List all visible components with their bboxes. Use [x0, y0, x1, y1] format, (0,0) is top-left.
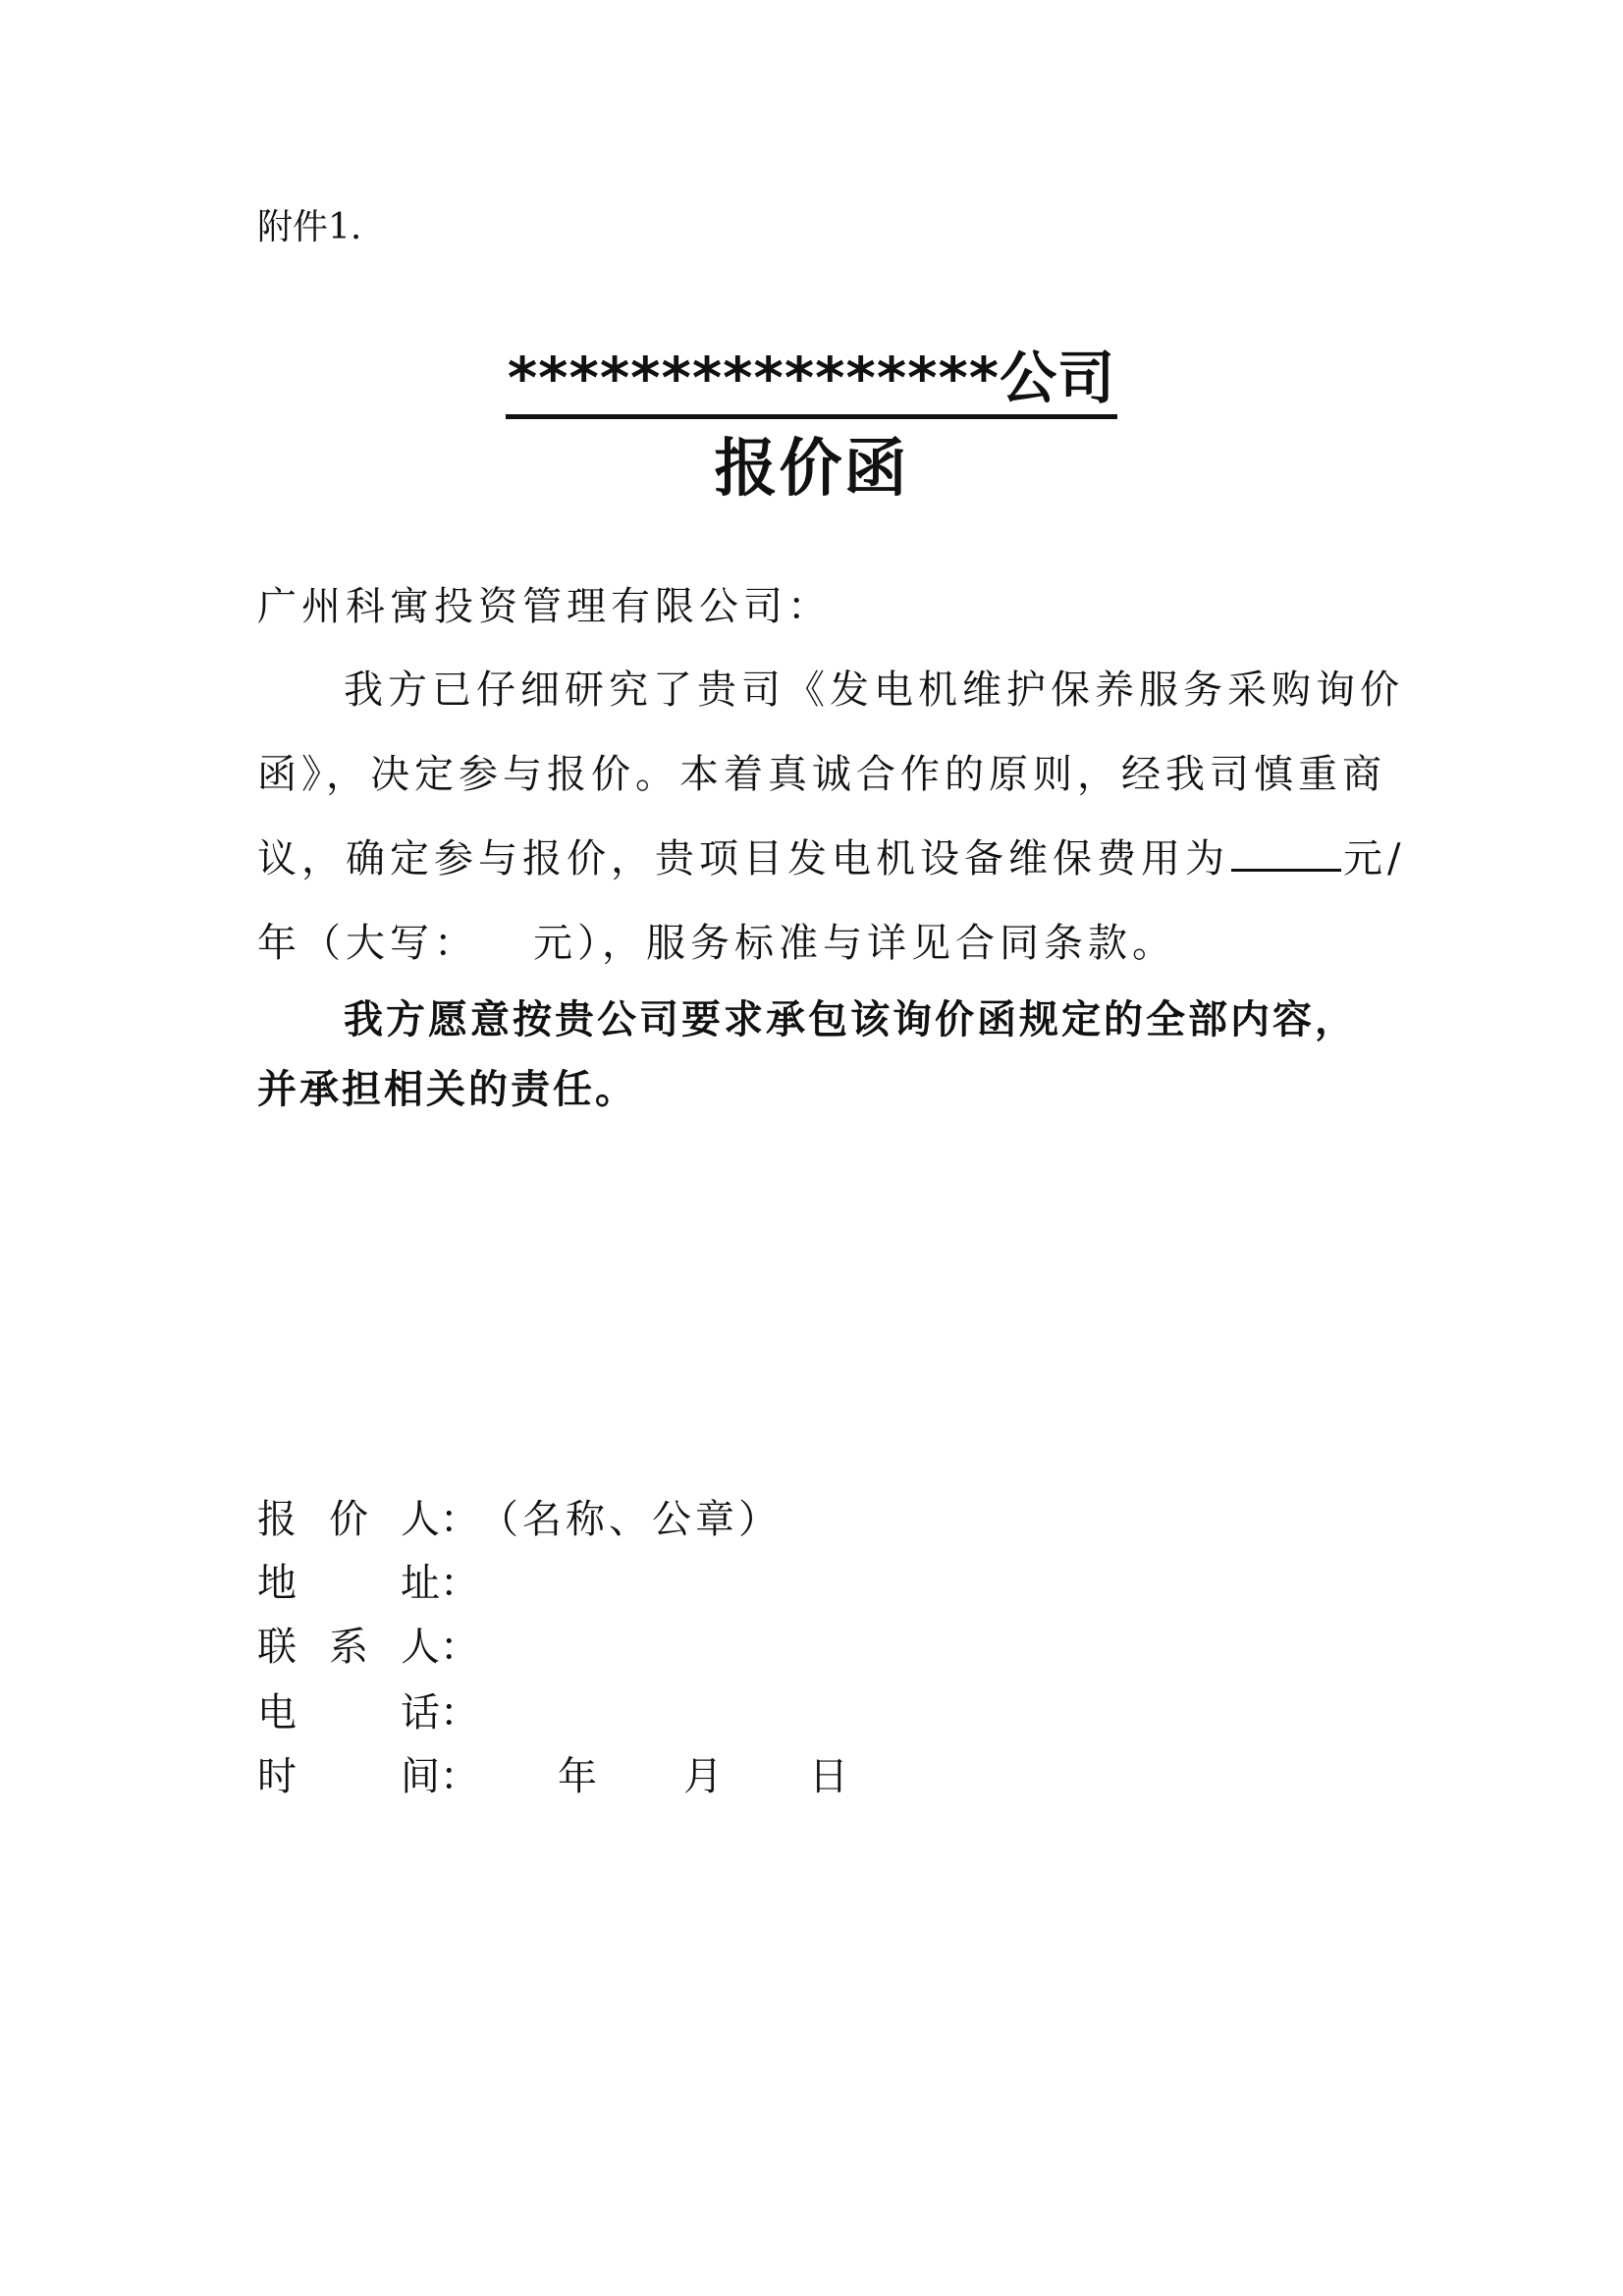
label-char: 话: [401, 1690, 440, 1735]
body-line-4-text: 年（大写：: [257, 921, 478, 966]
field-colon: ：: [440, 1690, 479, 1735]
company-heading: ****************公司: [506, 344, 1117, 419]
company-heading-wrap: [0, 344, 1623, 419]
field-address-label: [257, 1556, 440, 1611]
attachment-label: 附件1.: [257, 207, 362, 247]
label-char: 人: [401, 1625, 440, 1670]
date-day-label: 日: [809, 1754, 848, 1799]
label-char: 报: [257, 1497, 297, 1542]
field-time: [257, 1749, 848, 1804]
amount-blank[interactable]: [1231, 831, 1341, 872]
body-line-3-unit: 元/: [1343, 836, 1406, 881]
label-char: 联: [257, 1625, 297, 1670]
field-phone: [257, 1685, 479, 1740]
field-quoter-value[interactable]: （名称、公章）: [479, 1497, 782, 1542]
field-colon: ：: [440, 1497, 479, 1542]
label-char: 价: [329, 1497, 368, 1542]
field-contact-label: [257, 1620, 440, 1675]
field-colon: ：: [440, 1754, 479, 1799]
field-time-label: [257, 1749, 440, 1804]
field-colon: ：: [440, 1625, 479, 1670]
body-line-4-rest: 元），服务标准与详见合同条款。: [533, 921, 1176, 966]
label-char: 址: [401, 1561, 440, 1606]
field-quoter: [257, 1492, 782, 1547]
date-year-label: 年: [558, 1754, 597, 1799]
body-line-3: [257, 831, 1405, 886]
body-line-1: 我方已仔细研究了贵司《发电机维护保养服务采购询价: [344, 667, 1404, 713]
label-char: 人: [401, 1497, 440, 1542]
recipient-line: 广州科寓投资管理有限公司：: [257, 584, 832, 629]
field-phone-label: [257, 1685, 440, 1740]
label-char: 电: [257, 1690, 297, 1735]
label-char: 时: [257, 1754, 297, 1799]
field-contact: [257, 1620, 479, 1675]
field-colon: ：: [440, 1561, 479, 1606]
label-char: 地: [257, 1561, 297, 1606]
body-line-2: 函》，决定参与报价。本着真诚合作的原则，经我司慎重商: [257, 752, 1386, 797]
label-char: 系: [329, 1625, 368, 1670]
document-title: 报价函: [714, 433, 909, 506]
field-address: [257, 1556, 479, 1611]
commitment-line-2: 并承担相关的责任。: [257, 1067, 637, 1112]
commitment-line-1: 我方愿意按贵公司要求承包该询价函规定的全部内容，: [344, 997, 1357, 1042]
body-line-3-text: 议，确定参与报价，贵项目发电机设备维保费用为: [257, 836, 1229, 881]
date-month-label: 月: [683, 1754, 723, 1799]
label-char: 间: [401, 1754, 440, 1799]
body-line-4: [257, 916, 1176, 971]
field-quoter-label: [257, 1492, 440, 1547]
